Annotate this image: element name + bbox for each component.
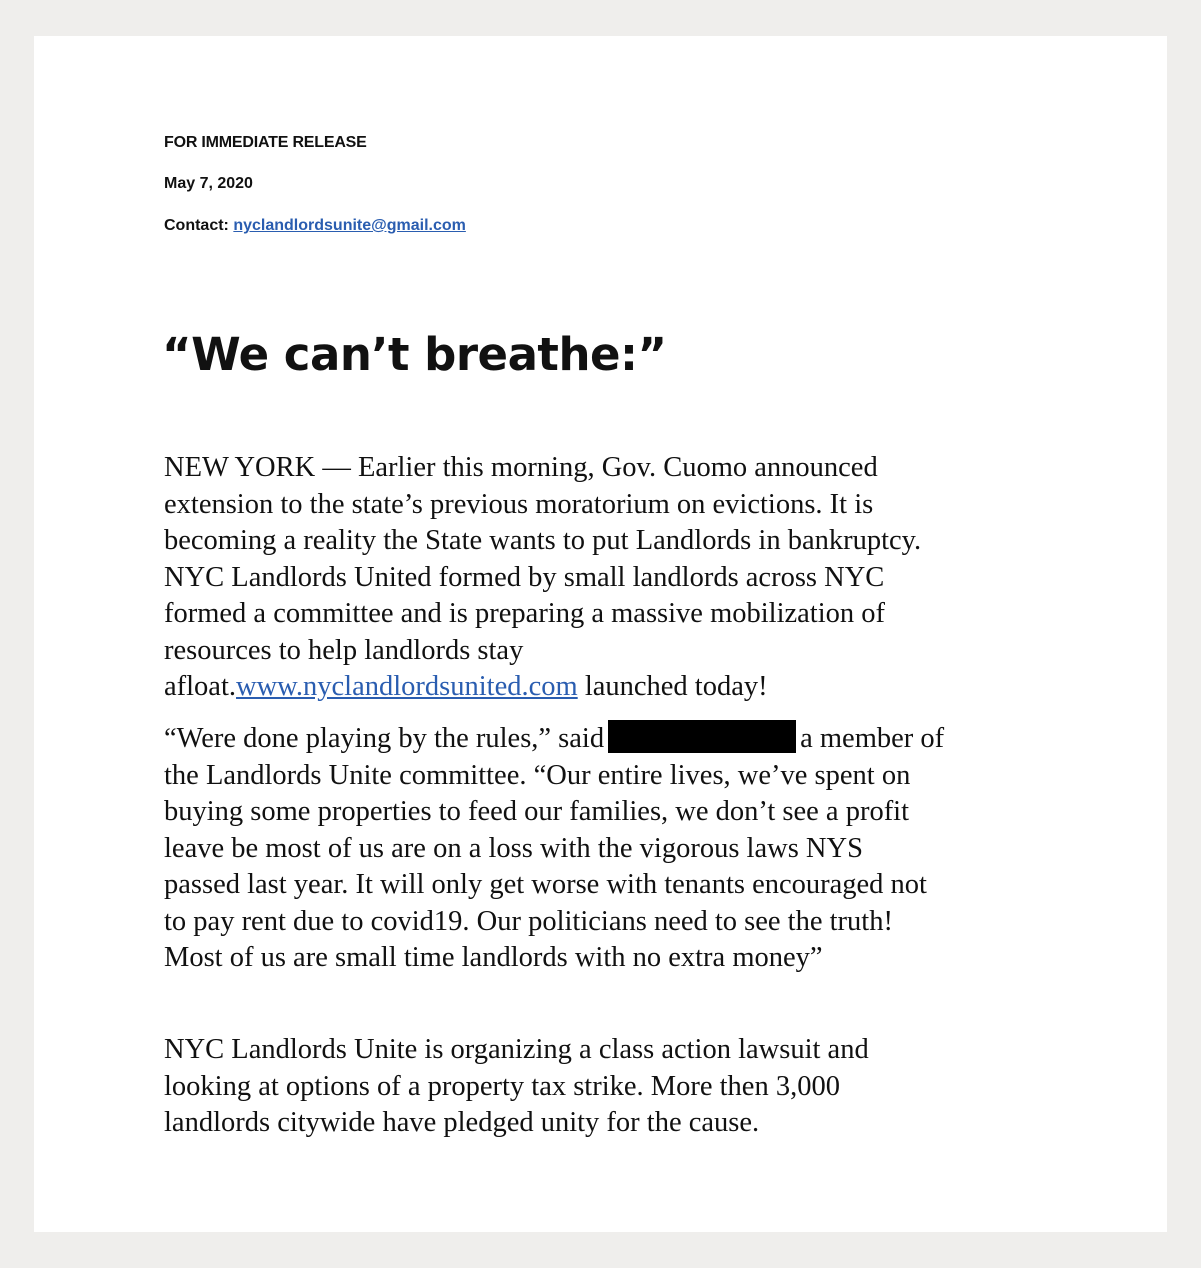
release-label: FOR IMMEDIATE RELEASE — [164, 134, 367, 151]
afloat-text: afloat. — [164, 671, 237, 702]
paragraph-3 — [164, 1032, 1064, 1142]
paragraph-line: NYC Landlords Unite is organizing a class action lawsuit and — [164, 1034, 869, 1065]
contact-label: Contact: — [164, 217, 229, 234]
paragraph-line: to pay rent due to covid19. Our politicians need to see the truth! — [164, 905, 893, 937]
paragraph-1 — [164, 450, 1064, 706]
paragraph-line: leave be most of us are on a loss with the vigorous laws NYS — [164, 832, 863, 864]
paragraph-line: the Landlords Unite committee. “Our entire lives, we’ve spent on — [164, 759, 911, 791]
document-page — [34, 36, 1167, 1232]
headline: “We can’t breathe:” — [162, 328, 667, 381]
paragraph-line: NYC Landlords United formed by small landlords across NYC — [164, 561, 885, 593]
paragraph-2 — [164, 720, 1064, 977]
paragraph-line: formed a committee and is preparing a massive mobilization of — [164, 598, 885, 629]
quote-intro: “Were done playing by the rules,” said — [164, 723, 605, 754]
paragraph-line: Most of us are small time landlords with no extra money” — [164, 942, 823, 973]
contact-email-link[interactable]: nyclandlordsunite@gmail.com — [233, 217, 466, 234]
member-text: a member of — [800, 723, 945, 754]
redaction-bar — [608, 720, 796, 753]
paragraph-line — [164, 720, 1064, 758]
paragraph-line: passed last year. It will only get worse with tenants encouraged not — [164, 869, 927, 900]
paragraph-line: extension to the state’s previous moratorium on evictions. It is — [164, 488, 874, 520]
release-date: May 7, 2020 — [164, 175, 253, 192]
paragraph-line: looking at options of a property tax strike. More then 3,000 — [164, 1070, 840, 1102]
paragraph-line: becoming a reality the State wants to put Landlords in bankruptcy. — [164, 525, 922, 556]
paragraph-line: landlords citywide have pledged unity for the cause. — [164, 1107, 760, 1138]
website-link[interactable]: www.nyclandlordsunited.com — [236, 671, 578, 702]
paragraph-line: resources to help landlords stay — [164, 634, 524, 666]
launched-text: launched today! — [577, 671, 768, 702]
paragraph-line — [164, 669, 1064, 706]
paragraph-line: buying some properties to feed our families, we don’t see a profit — [164, 796, 910, 827]
contact-line — [164, 217, 466, 235]
paragraph-line: NEW YORK — Earlier this morning, Gov. Cuomo announced — [164, 452, 878, 483]
